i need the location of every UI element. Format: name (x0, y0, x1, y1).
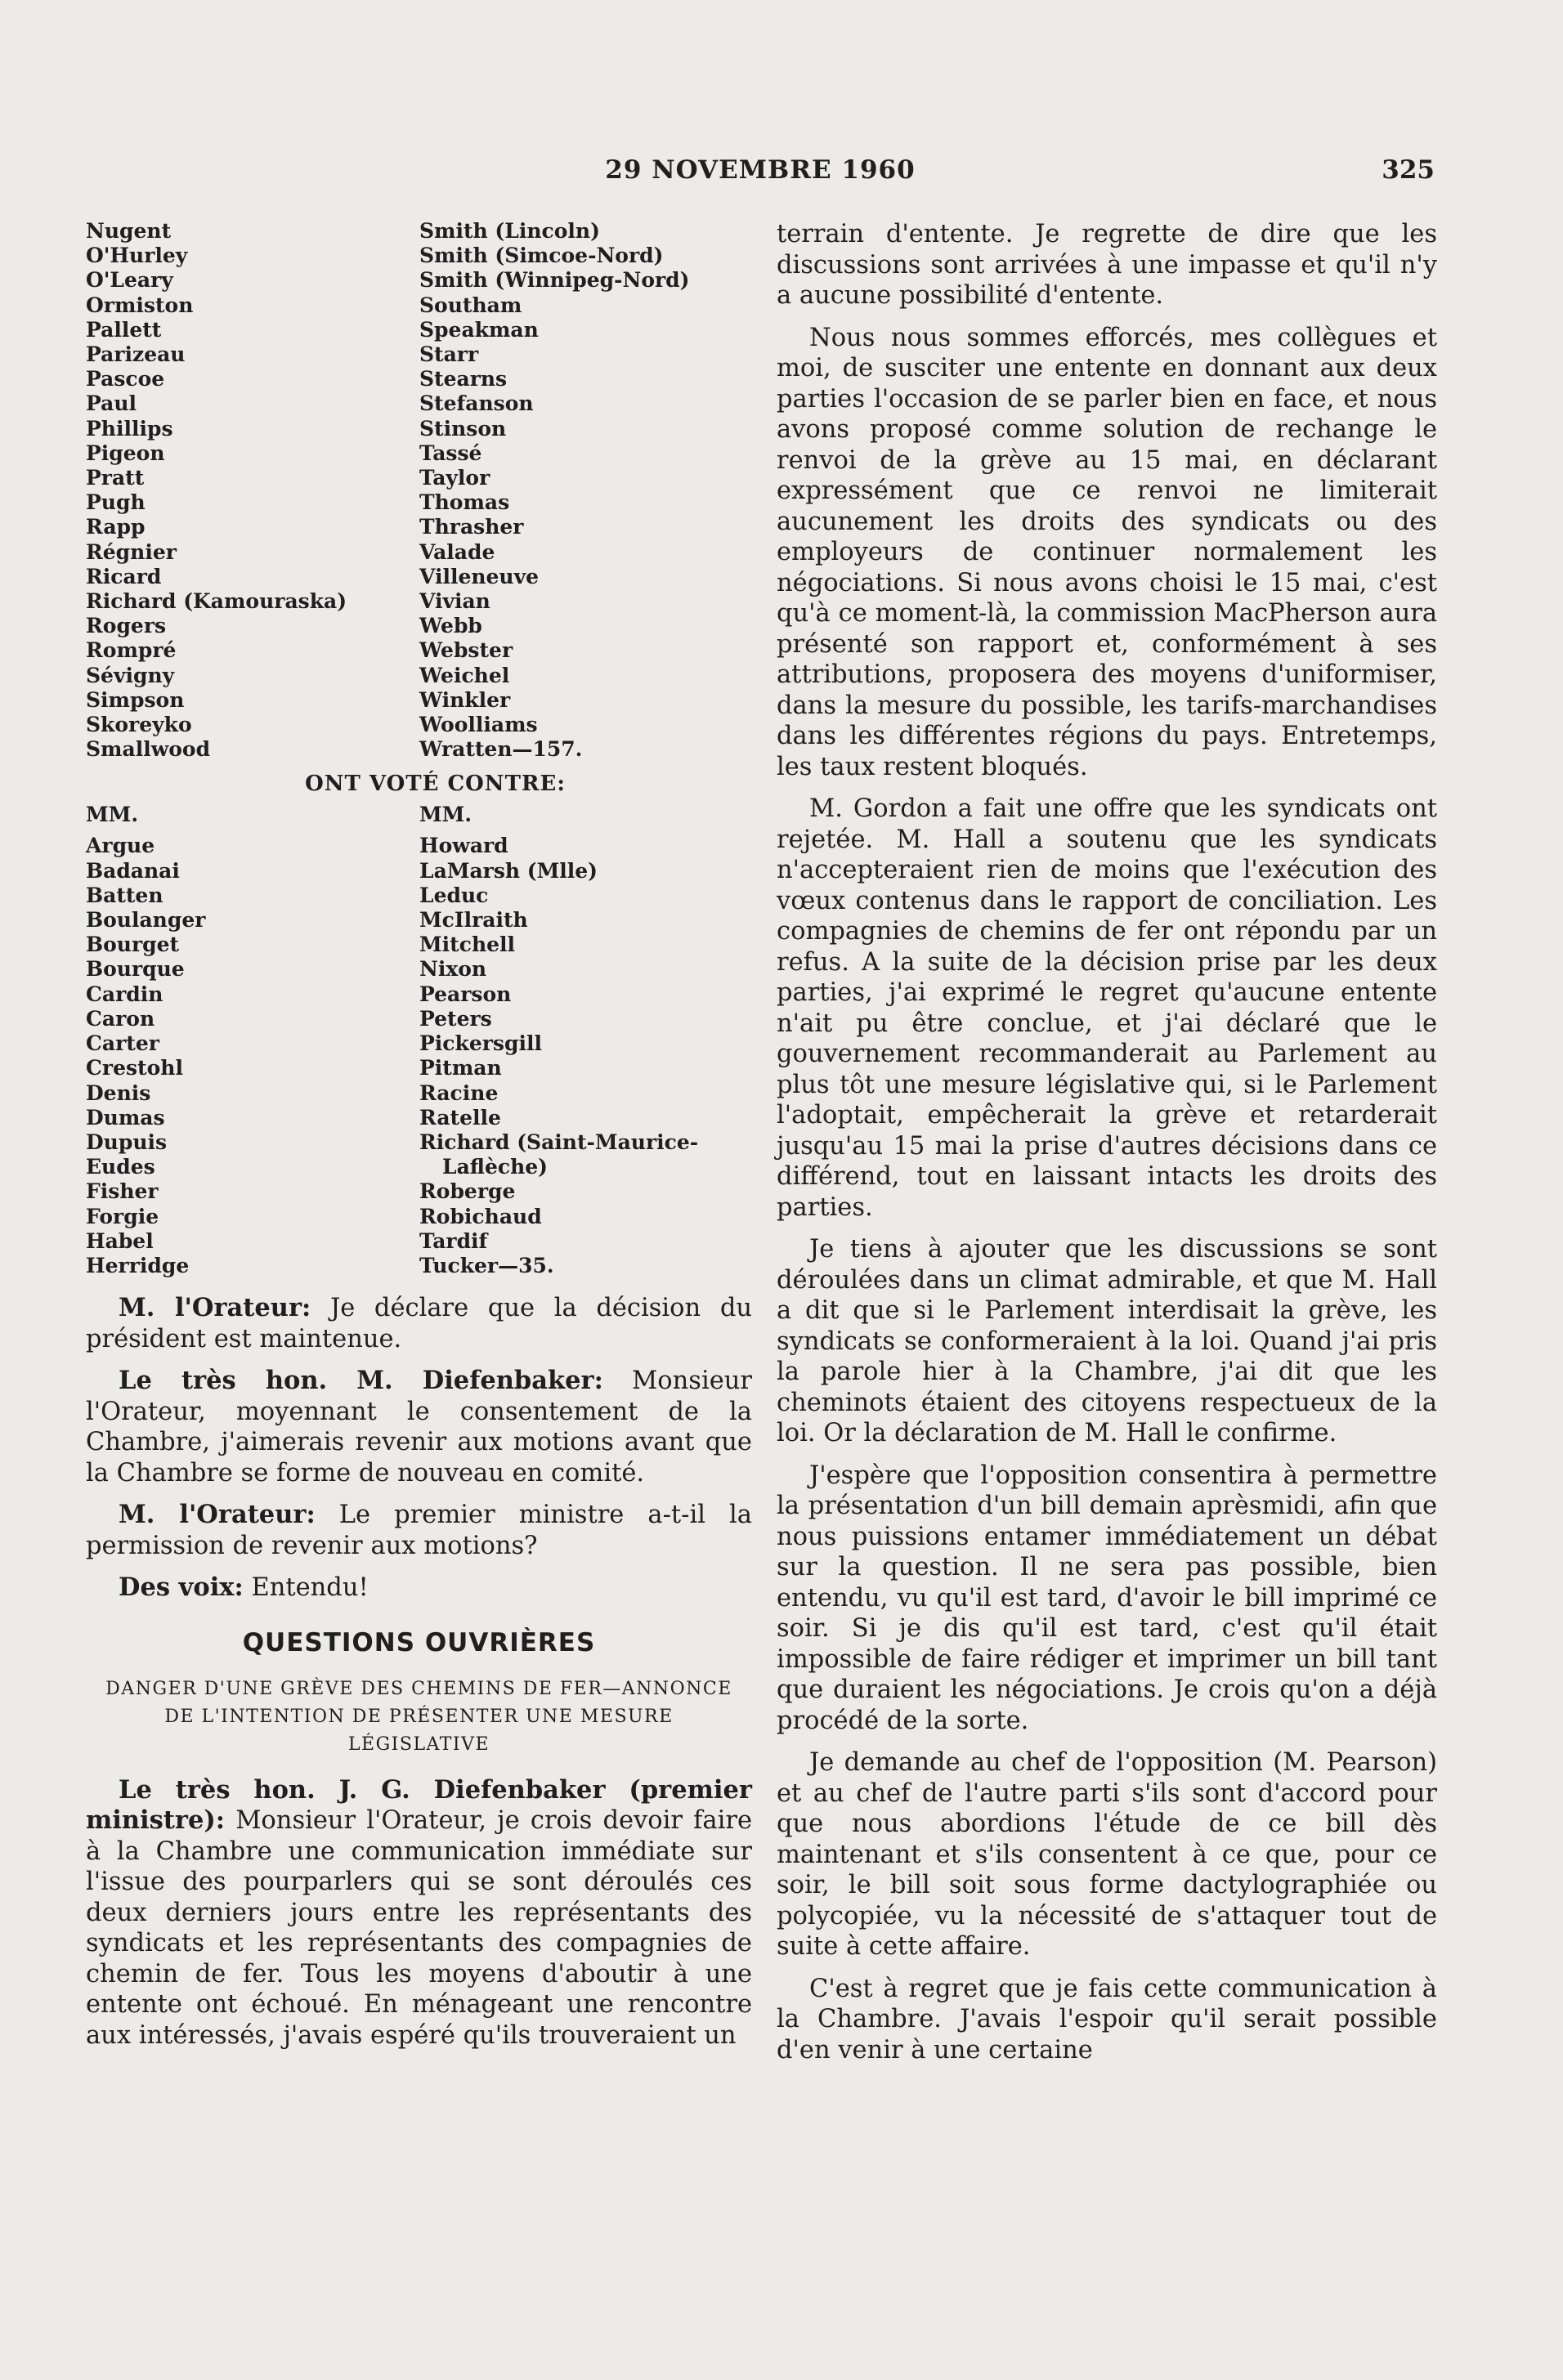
section-subtitle: DANGER D'UNE GRÈVE DES CHEMINS DE FER—ANNONCE DE L'INTENTION DE PRÉSENTER UNE MESURE LÉGISLATIVE (105, 1678, 732, 1755)
member-name: Tassé (419, 441, 482, 465)
section-title: QUESTIONS OUVRIÈRES (242, 1627, 596, 1658)
member-name: O'Hurley (86, 244, 188, 268)
member-name: Pigeon (86, 441, 165, 465)
member-name: O'Leary (86, 268, 173, 293)
member-name: Laflèche) (442, 1155, 548, 1179)
member-name: Smith (Lincoln) (419, 219, 600, 243)
member-name: Bourget (86, 933, 180, 957)
member-name: Roberge (419, 1179, 516, 1204)
member-name: Stearns (419, 367, 508, 391)
left-paragraphs (86, 1293, 752, 1604)
member-name: Smith (Winnipeg-Nord) (419, 268, 690, 293)
paragraph-text: Monsieur l'Orateur, moyennant le consentement de la Chambre, j'aimerais revenir aux motions avant que la Chambre se forme de nouveau en comité. (86, 1367, 752, 1488)
member-name: Parizeau (86, 342, 186, 367)
member-name: Pearson (419, 982, 512, 1006)
member-name: Southam (419, 293, 522, 317)
header-date: 29 NOVEMBRE 1960 (605, 155, 916, 185)
left-final-paragraph (86, 1775, 752, 2051)
member-name: Taylor (419, 466, 490, 490)
member-name: Wratten—157. (419, 737, 583, 762)
member-name: Nixon (419, 957, 487, 982)
member-name: Pickersgill (419, 1031, 542, 1056)
member-name: Webb (419, 614, 482, 638)
speech-paragraph (86, 1293, 752, 1354)
member-name: Smallwood (86, 737, 211, 762)
member-name: Sévigny (86, 663, 175, 687)
member-name: Woolliams (419, 713, 538, 737)
member-name: Nugent (86, 219, 172, 243)
speaker-name: M. l'Orateur: (119, 1293, 311, 1323)
votes-for-list (86, 219, 752, 762)
member-name: Crestohl (86, 1056, 183, 1080)
speech-paragraph (86, 1366, 752, 1488)
votes-against-heading: ONT VOTÉ CONTRE: (305, 772, 566, 797)
mm-label-left: MM. (86, 803, 139, 827)
page-header (86, 155, 1435, 191)
member-name: Dupuis (86, 1130, 168, 1154)
member-name: Tucker—35. (419, 1253, 554, 1277)
member-name: Webster (419, 638, 513, 663)
paragraph-text: Le premier ministre a-t-il la permission de revenir aux motions? (86, 1501, 752, 1560)
member-name: Weichel (419, 663, 510, 687)
member-name: Villeneuve (419, 564, 540, 588)
speaker-name: Le très hon. M. Diefenbaker: (119, 1366, 603, 1396)
left-column (86, 219, 752, 2062)
member-name: Paul (86, 391, 137, 416)
member-name: Smith (Simcoe-Nord) (419, 244, 664, 268)
body-paragraph: Nous nous sommes efforcés, mes collègues et moi, de susciter une entente en donnant aux deux parties l'occasion de se parler bien en face, et nous avons proposé comme solution de rechange le renvoi de la grève au 15 mai, en déclarant expressément que ce renvoi ne limiterait aucunement les droits des syndicats ou des employeurs de continuer normalement les négociations. Si nous avons choisi le 15 mai, c'est qu'à ce moment-là, la commission MacPherson aura présenté son rapport et, conformément à ses attributions, proposera des moyens d'uniformiser, dans la mesure du possible, les tarifs-marchandises dans les différentes régions du pays. Entretemps, les taux restent bloqués. (777, 323, 1437, 781)
member-name: Rogers (86, 614, 167, 638)
member-name: Pugh (86, 490, 146, 515)
member-name: Simpson (86, 687, 185, 712)
member-name: Winkler (419, 687, 511, 712)
member-name: Peters (419, 1006, 492, 1031)
speech-paragraph (86, 1572, 752, 1604)
member-name: Bourque (86, 957, 185, 982)
member-name: Valade (419, 539, 495, 564)
member-name: Badanai (86, 858, 180, 883)
paragraph-text: Monsieur l'Orateur, je crois devoir faire à la Chambre une communication immédiate sur l'issue des pourparlers qui se sont déroulés ces deux derniers jours entre les représentants des syndicats et les représentants des compagnies de chemin de fer. Tous les moyens d'aboutir à une entente ont échoué. En ménageant une rencontre aux intéressés, j'avais espéré qu'ils trouveraient un (86, 1806, 752, 2050)
member-name: Habel (86, 1228, 154, 1253)
speaker-name: Des voix: (119, 1572, 244, 1603)
speaker-name: Le très hon. J. G. Diefenbaker (premier ministre): (86, 1774, 752, 1836)
member-name: Vivian (419, 589, 490, 614)
member-name: Boulanger (86, 908, 206, 933)
member-name: Herridge (86, 1253, 190, 1277)
member-name: Leduc (419, 883, 489, 907)
body-paragraph: Je tiens à ajouter que les discussions se sont déroulées dans un climat admirable, et que M. Hall a dit que si le Parlement interdisait la grève, les syndicats se conformeraient à la loi. Quand j'ai pris la parole hier à la Chambre, j'ai dit que les cheminots étaient des citoyens respectueux de la loi. Or la déclaration de M. Hall le confirme. (777, 1235, 1437, 1447)
member-name: Caron (86, 1006, 155, 1031)
member-name: Skoreyko (86, 713, 192, 737)
member-name: Rompré (86, 638, 177, 663)
member-name: Argue (86, 834, 155, 858)
member-name: Ratelle (419, 1105, 501, 1130)
mm-row (86, 803, 752, 827)
page-number: 325 (1382, 155, 1435, 185)
member-name: Ormiston (86, 293, 194, 317)
member-name: Dumas (86, 1105, 165, 1130)
member-name: Robichaud (419, 1204, 542, 1228)
member-name: Pratt (86, 466, 145, 490)
member-name: Pascoe (86, 367, 165, 391)
member-name: Batten (86, 883, 163, 907)
body-paragraph: J'espère que l'opposition consentira à permettre la présentation d'un bill demain aprèsmidi, afin que nous puissions entamer immédiatement un débat sur la question. Il ne sera pas possible, bien entendu, vu qu'il est tard, d'avoir le bill imprimé ce soir. Si je dis qu'il est tard, c'est qu'il était impossible de faire rédiger et imprimer un bill tant que duraient les négociations. Je crois qu'on a déjà procédé de la sorte. (777, 1461, 1437, 1735)
member-name: Ricard (86, 564, 162, 588)
member-name: Racine (419, 1080, 499, 1105)
member-name: Richard (Kamouraska) (86, 589, 347, 614)
member-name: LaMarsh (Mlle) (419, 858, 598, 883)
member-name: Thomas (419, 490, 510, 515)
member-name: Rapp (86, 515, 146, 539)
member-name: Mitchell (419, 933, 516, 957)
member-name: Richard (Saint-Maurice- (419, 1130, 699, 1154)
votes-against-list (86, 834, 752, 1278)
member-name: McIlraith (419, 908, 528, 933)
member-name: Starr (419, 342, 479, 367)
body-paragraph: M. Gordon a fait une offre que les syndicats ont rejetée. M. Hall a soutenu que les syndicats n'accepteraient rien de moins que l'exécution des vœux contenus dans le rapport de conciliation. Les compagnies de chemins de fer ont répondu par un refus. A la suite de la décision prise par les deux parties, j'ai exprimé le regret qu'aucune entente n'ait pu être conclue, et j'ai déclaré que le gouvernement recommanderait au Parlement au plus tôt une mesure législative qui, si le Parlement l'adoptait, empêcherait la grève et retarderait jusqu'au 15 mai la prise d'autres décisions dans ce différend, tout en laissant intacts les droits des parties. (777, 794, 1437, 1222)
member-name: Cardin (86, 982, 163, 1006)
member-name: Pallett (86, 317, 162, 342)
member-name: Pitman (419, 1056, 502, 1080)
member-name: Forgie (86, 1204, 159, 1228)
member-name: Carter (86, 1031, 159, 1056)
member-name: Stinson (419, 416, 507, 441)
paragraph-text: Entendu! (243, 1573, 369, 1603)
paragraph-text: Je déclare que la décision du président est maintenue. (86, 1294, 752, 1353)
member-name: Denis (86, 1080, 151, 1105)
member-name: Phillips (86, 416, 173, 441)
member-name: Régnier (86, 539, 177, 564)
member-name: Speakman (419, 317, 539, 342)
body-paragraph: Je demande au chef de l'opposition (M. Pearson) et au chef de l'autre parti s'ils sont d'accord pour que nous abordions l'étude de ce bill dès maintenant et s'ils consentent à ce que, pour ce soir, le bill soit sous forme dactylographiée ou polycopiée, vu la nécessité de s'attaquer tout de suite à cette affaire. (777, 1748, 1437, 1961)
member-name: Stefanson (419, 391, 534, 416)
member-name: Fisher (86, 1179, 159, 1204)
body-paragraph: C'est à regret que je fais cette communication à la Chambre. J'avais l'espoir qu'il serait possible d'en venir à une certaine (777, 1974, 1437, 2065)
member-name: Eudes (86, 1155, 155, 1179)
member-name: Thrasher (419, 515, 524, 539)
right-column (777, 219, 1437, 2077)
body-paragraph: terrain d'entente. Je regrette de dire que les discussions sont arrivées à une impasse et qu'il n'y a aucune possibilité d'entente. (777, 220, 1437, 310)
speech-paragraph (86, 1500, 752, 1561)
member-name: Tardif (419, 1228, 488, 1253)
mm-label-right: MM. (419, 803, 472, 827)
speaker-name: M. l'Orateur: (119, 1500, 316, 1530)
member-name: Howard (419, 834, 508, 858)
